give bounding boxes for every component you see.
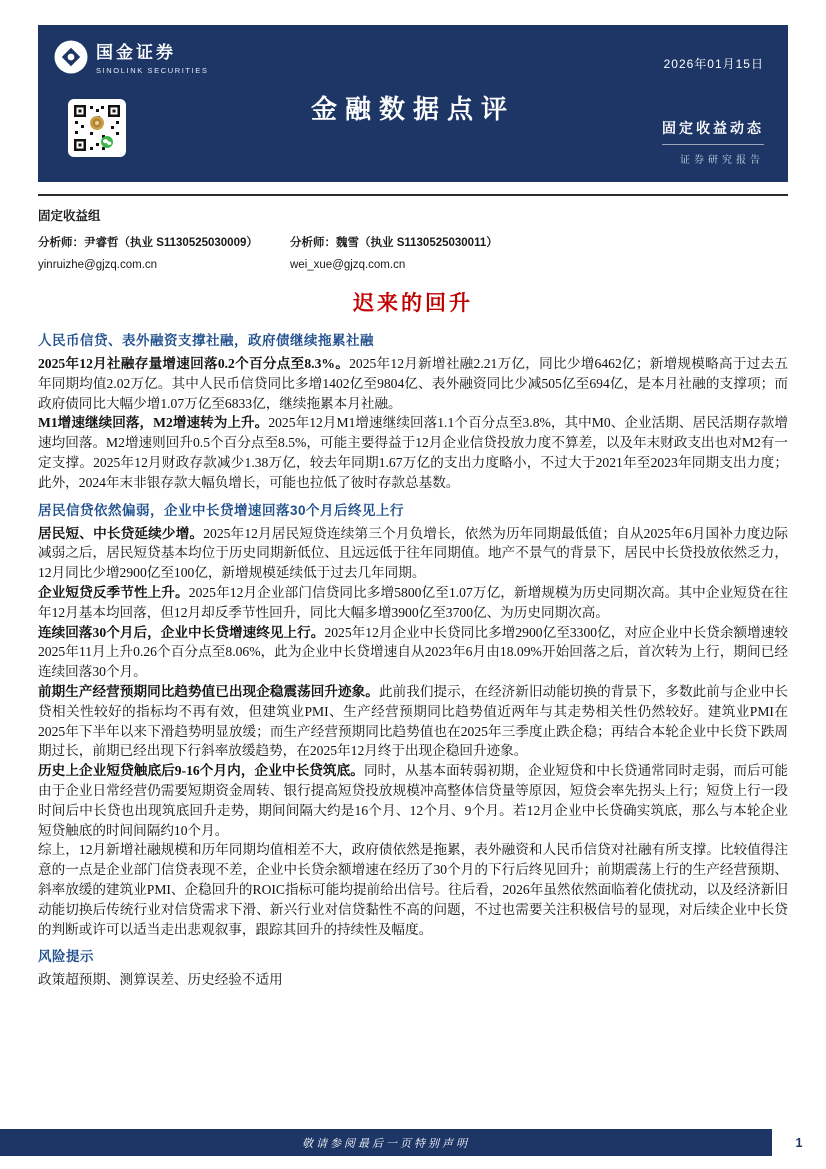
footer-disclaimer: 敬请参阅最后一页特别声明 bbox=[302, 1137, 470, 1150]
paragraph-text: 综上，12月新增社融规模和历年同期均值相差不大，政府债依然是拖累，表外融资和人民币信贷对社融有所支撑。比较值得注意的一点是企业部门信贷表现不差，企业中长贷余额增速在经历了30个月的下行后终见回升；前期震荡上行的生产经营预期、斜率放缓的建筑业PMI、企稳回升的ROIC指标可能均提前给出信号。往后看，2026年虽然依然面临着化债扰动，以及经济新旧动能切换后传统行业对信贷需求下滑、新兴行业对信贷黏性不高的问题，不过也需要关注积极信号的显现，对后续企业中长贷的判断或许可以适当走出悲观叙事，跟踪其回升的持续性及幅度。 bbox=[38, 842, 788, 937]
paragraph-lead: 2025年12月社融存量增速回落0.2个百分点至8.3%。 bbox=[38, 356, 350, 371]
header-right-labels bbox=[662, 118, 764, 166]
section-2-heading: 居民信贷依然偏弱，企业中长贷增速回落30个月后终见上行 bbox=[38, 502, 405, 518]
paragraph bbox=[38, 524, 788, 583]
paragraph-lead: 前期生产经营预期同比趋势值已出现企稳震荡回升迹象。 bbox=[38, 683, 379, 699]
section-1-heading: 人民币信贷、表外融资支撑社融，政府债继续拖累社融 bbox=[38, 333, 374, 348]
analyst-1-email: yinruizhe@gjzq.com.cn bbox=[38, 259, 158, 271]
report-type-label: 证券研究报告 bbox=[680, 155, 764, 166]
analyst-titles-row bbox=[38, 234, 788, 250]
paragraph-lead: 居民短、中长贷延续少增。 bbox=[38, 525, 204, 541]
article-title: 迟来的回升 bbox=[353, 292, 473, 315]
header-divider bbox=[38, 194, 788, 196]
paragraph-text: 同时，从基本面转弱初期，企业短贷和中长贷通常同时走弱，而后可能由于企业日常经营仍需要短期资金周转、银行提高短贷投放规模冲高整体信贷量等原因，短贷会率先拐头上行；短贷上行一段时间后中长贷也出现筑底回升走势，期间间隔大约是16个月、12个月、9个月。若12月企业中长贷确实筑底，那么与本轮企业短贷触底的时间间隔约10个月。 bbox=[38, 763, 788, 838]
page-number: 1 bbox=[795, 1135, 803, 1150]
paragraph-lead: 历史上企业短贷触底后9-16个月内，企业中长贷筑底。 bbox=[38, 763, 364, 779]
analyst-emails-row bbox=[38, 259, 788, 271]
brand-name-cn: 国金证券 bbox=[96, 43, 176, 62]
risk-heading: 风险提示 bbox=[38, 949, 94, 965]
paragraph bbox=[38, 840, 788, 939]
footer-disclaimer-bar bbox=[0, 1129, 772, 1156]
brand bbox=[54, 38, 209, 75]
paragraph-text: 2025年12月企业部门信贷同比多增5800亿至1.07万亿，新增规模为历史同期次高。其中企业短贷在往年12月基本均回落，但12月却反季节性回升，同比大幅多增3900亿至3700亿、为历史同期次高。 bbox=[38, 584, 788, 620]
analyst-2-email: wei_xue@gjzq.com.cn bbox=[290, 259, 406, 271]
report-header bbox=[38, 25, 788, 182]
paragraph-text: 此前我们提示，在经济新旧动能切换的背景下，多数此前与企业中长贷相关性较好的指标均不再有效，但建筑业PMI、生产经营预期同比趋势值近两年与其走势相关性仍然较好。建筑业PMI在2025年下半年以来下滑趋势明显放缓；而生产经营预期同比趋势值也在2025年三季度止跌企稳；再结合本轮企业中长贷下跌周期过长，前期已经出现下行斜率放缓趋势，在2025年12月终于出现企稳回升迹象。 bbox=[38, 683, 788, 759]
paragraph-lead: 企业短贷反季节性上升。 bbox=[38, 584, 189, 600]
paragraph-lead: 连续回落30个月后，企业中长贷增速终见上行。 bbox=[38, 624, 325, 640]
paragraph bbox=[38, 682, 788, 761]
paragraph bbox=[38, 761, 788, 840]
brand-name-en: SINOLINK SECURITIES bbox=[96, 66, 209, 75]
paragraph bbox=[38, 583, 788, 623]
team-name: 固定收益组 bbox=[38, 209, 101, 223]
paragraph-text: 2025年12月新增社融2.21万亿，同比少增6462亿；新增规模略高于过去五年同期均值2.02万亿。其中人民币信贷同比多增1402亿至9804亿、表外融资同比少减505亿至694亿，是本月社融的支撑项；而政府债同比大幅少增1.07万亿至6833亿，继续拖累本月社融。 bbox=[38, 356, 788, 411]
paragraph bbox=[38, 623, 788, 682]
paragraph bbox=[38, 413, 788, 492]
qr-code-icon bbox=[68, 99, 126, 157]
report-date: 2026年01月15日 bbox=[663, 57, 764, 71]
analyst-1-title: 分析师：尹睿哲（执业 S1130525030009） bbox=[38, 237, 258, 249]
analyst-2-title: 分析师：魏雪（执业 S1130525030011） bbox=[290, 237, 498, 249]
brand-text bbox=[96, 38, 209, 75]
paragraph-text: 2025年12月企业中长贷同比多增2900亿至3300亿，对应企业中长贷余额增速较2025年11月上升0.26个百分点至8.06%，此为企业中长贷增速自从2023年6月由18.09%开始回落之后，首次转为上行，期间已经连续回落30个月。 bbox=[38, 624, 788, 680]
sinolink-logo-icon bbox=[54, 40, 88, 74]
paragraph-text: 2025年12月居民短贷连续第三个月负增长，依然为历年同期最低值；自从2025年6月国补力度边际减弱之后，居民短贷基本均位于历史同期新低位、且远远低于往年同期值。地产不景气的背景下，居民中长贷投放依然乏力，12月同比少增2900亿至100亿，新增规模延续低于过去几年同期。 bbox=[38, 525, 788, 581]
paragraph bbox=[38, 354, 788, 413]
page-footer bbox=[0, 1129, 826, 1156]
risk-text: 政策超预期、测算误差、历史经验不适用 bbox=[38, 972, 283, 988]
report-title: 金融数据点评 bbox=[310, 94, 515, 124]
report-category: 固定收益动态 bbox=[662, 118, 764, 145]
report-body bbox=[38, 206, 788, 1109]
paragraph-lead: M1增速继续回落，M2增速转为上升。 bbox=[38, 415, 269, 431]
paragraph-text: 2025年12月M1增速继续回落1.1个百分点至3.8%，其中M0、企业活期、居民活期存款增速均回落。M2增速则回升0.5个百分点至8.5%，可能主要得益于12月企业信贷投放力度不算差，以及年末财政支出也对M2有一定支撑。2025年12月财政存款减少1.38万亿，较去年同期1.67万亿的支出力度略小，不过大于2021年至2023年同期支出力度；此外，2024年末非银存款大幅负增长，可能也拉低了彼时存款总基数。 bbox=[38, 415, 788, 490]
